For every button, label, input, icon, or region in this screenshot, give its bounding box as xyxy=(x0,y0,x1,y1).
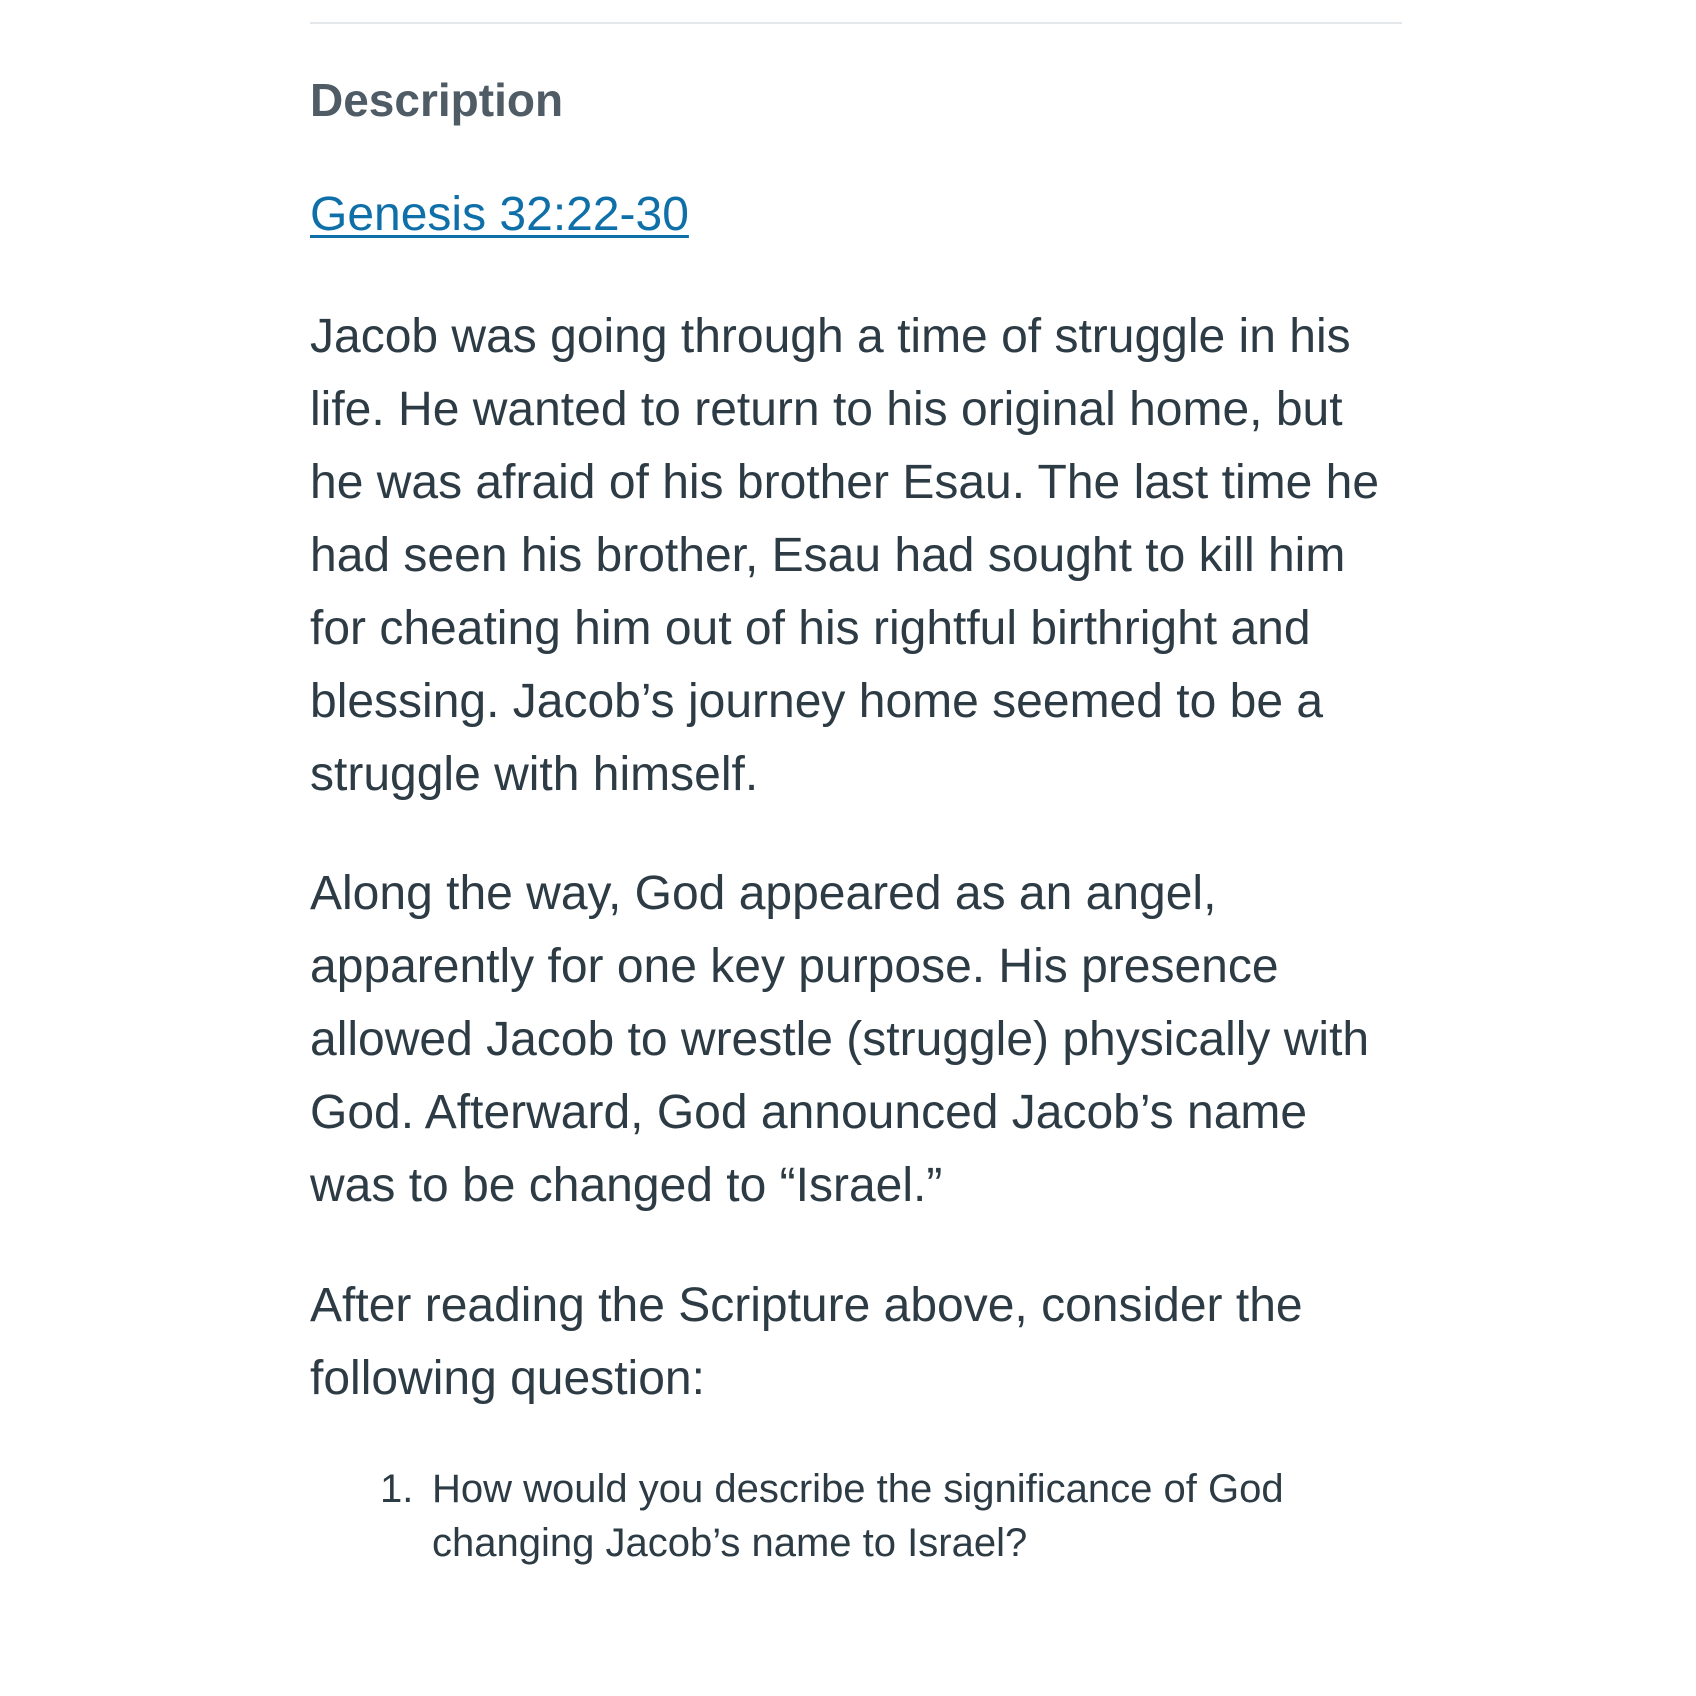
question-list xyxy=(380,1462,1380,1570)
description-paragraph-2: Along the way, God appeared as an angel, apparently for one key purpose. His presence allowed Jacob to wrestle (struggle) physically with God. Afterward, God announced Jacob’s name was to be changed to “Israel.” xyxy=(310,867,1370,1212)
question-number: 1. xyxy=(380,1467,414,1511)
description-heading: Description xyxy=(310,74,564,126)
scripture-link[interactable]: Genesis 32:22-30 xyxy=(310,188,689,241)
section-divider xyxy=(310,22,1402,24)
description-paragraph-1: Jacob was going through a time of struggle in his life. He wanted to return to his original home, but he was afraid of his brother Esau. The last time he had seen his brother, Esau had sought to kill him for cheating him out of his rightful birthright and blessing. Jacob’s journey home seemed to be a struggle with himself. xyxy=(310,310,1380,801)
description-paragraph-3: After reading the Scripture above, consider the following question: xyxy=(310,1279,1303,1405)
question-text: How would you describe the significance of God changing Jacob’s name to Israel? xyxy=(432,1467,1284,1565)
question-item xyxy=(380,1462,1380,1570)
